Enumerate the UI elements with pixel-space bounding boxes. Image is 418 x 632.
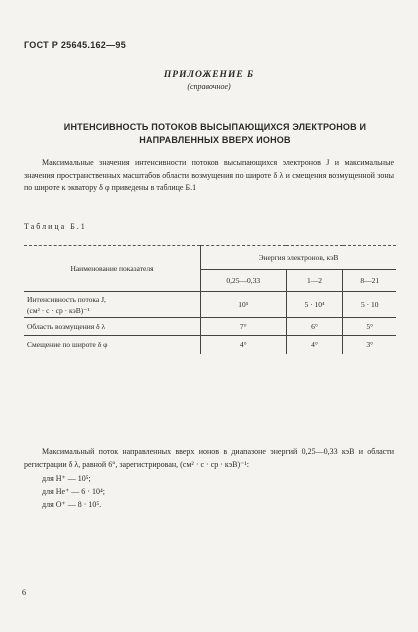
document-code-header: ГОСТ Р 25645.162—95 bbox=[24, 40, 127, 50]
table-cell: 5 · 10 bbox=[343, 292, 396, 318]
table-group-header: Энергия электронов, кэВ bbox=[201, 246, 397, 270]
appendix-subtitle: (справочное) bbox=[187, 82, 231, 91]
table-column-header: 1—2 bbox=[286, 270, 343, 292]
table-row-label: Смещение по широте δ φ bbox=[24, 336, 201, 354]
table-row bbox=[24, 336, 396, 354]
table-cell: 10⁵ bbox=[201, 292, 287, 318]
table-row-label bbox=[24, 292, 201, 318]
table-header-label: Наименование показателя bbox=[24, 246, 201, 292]
table-column-header: 0,25—0,33 bbox=[201, 270, 287, 292]
ion-line-h: для H⁺ — 10⁵; bbox=[42, 474, 91, 483]
section-title: ИНТЕНСИВНОСТЬ ПОТОКОВ ВЫСЫПАЮЩИХСЯ ЭЛЕКТРОНОВ И НАПРАВЛЕННЫХ ВВЕРХ ИОНОВ bbox=[63, 122, 367, 145]
ion-line-he: для He⁺ — 6 · 10⁴; bbox=[42, 487, 105, 496]
table-caption: Таблица Б.1 bbox=[24, 222, 87, 231]
appendix-title: ПРИЛОЖЕНИЕ Б bbox=[163, 70, 255, 80]
table-cell: 4° bbox=[286, 336, 343, 354]
table-row-label: Область возмущения δ λ bbox=[24, 318, 201, 336]
table-cell: 4° bbox=[201, 336, 287, 354]
table-cell: 5° bbox=[343, 318, 396, 336]
intro-paragraph: Максимальные значения интенсивности потоков высыпающихся электронов J и максимальные значения пространственных масштабов области возмущения по широте δ λ и смещения возмущенной зоны по широте к экватору δ φ приведены в таблице Б.1 bbox=[24, 158, 394, 192]
page-number: 6 bbox=[22, 588, 26, 597]
table-cell: 5 · 10⁴ bbox=[286, 292, 343, 318]
table-cell: 7° bbox=[201, 318, 287, 336]
row-label-line-2: (см² · с · ср · кэВ)⁻¹ bbox=[27, 305, 90, 315]
ion-flux-list bbox=[42, 472, 105, 511]
table-cell: 3° bbox=[366, 340, 374, 350]
row-label-line-1: Интенсивность потока J, bbox=[27, 294, 106, 304]
table-row bbox=[24, 318, 396, 336]
table-cell: 6° bbox=[286, 318, 343, 336]
ion-line-o: для O⁺ — 8 · 10⁵. bbox=[42, 500, 102, 509]
data-table bbox=[24, 245, 396, 354]
table-column-header: 8—21 bbox=[343, 270, 396, 292]
table-row bbox=[24, 292, 396, 318]
closing-paragraph: Максимальный поток направленных вверх ионов в диапазоне энергий 0,25—0,33 кэВ и области регистрации δ λ, равной 6°, зарегистрирован, (см² · с · ср · кэВ)⁻¹: bbox=[24, 447, 394, 469]
